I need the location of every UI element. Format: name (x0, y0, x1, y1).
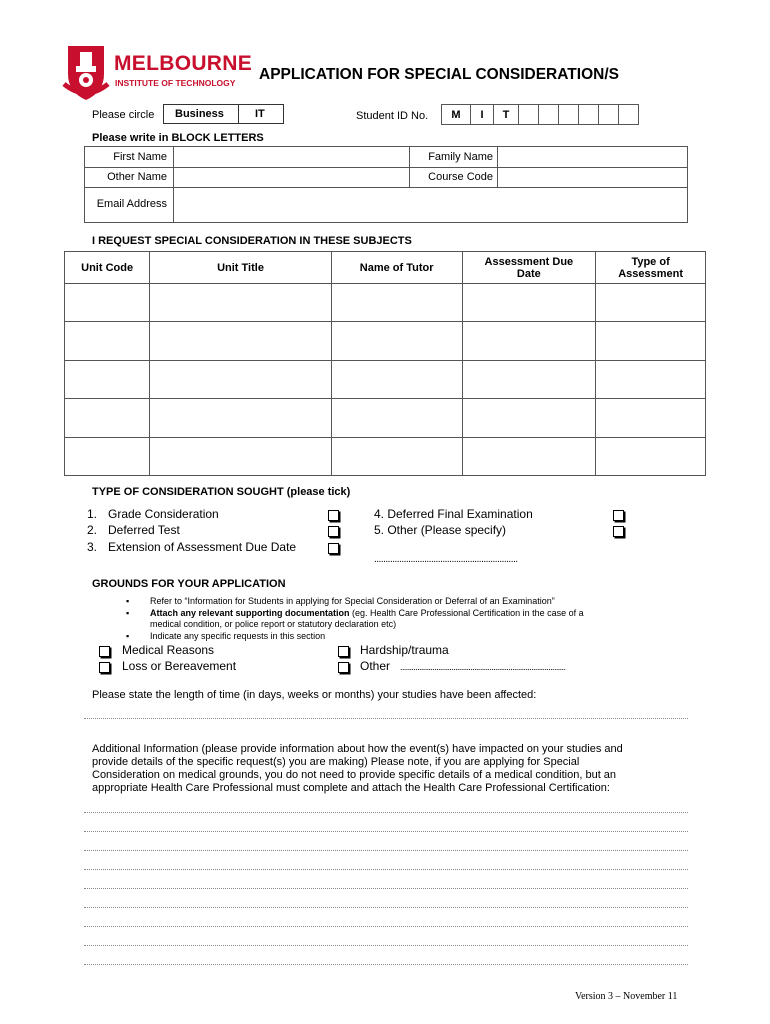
consideration-label: Grade Consideration (108, 507, 219, 521)
col-unit-title: Unit Title (150, 252, 332, 284)
other-name-label: Other Name (107, 171, 167, 183)
answer-line[interactable] (84, 945, 688, 946)
student-id-box[interactable] (519, 105, 539, 125)
email-field[interactable] (174, 188, 687, 222)
bullet-text: Refer to “Information for Students in applying for Special Consideration or Deferral of an Examination” (150, 596, 555, 606)
table-row[interactable] (65, 438, 706, 476)
consideration-label: Deferred Test (108, 523, 180, 537)
checkbox-hardship[interactable] (338, 646, 349, 657)
grounds-option: Medical Reasons (122, 643, 215, 657)
col-due-date: Assessment Due Date (462, 252, 596, 284)
grounds-option: Loss or Bereavement (122, 659, 237, 673)
other-grounds-line[interactable]: ....................................................................................... (400, 662, 566, 672)
student-id-label: Student ID No. (356, 110, 429, 122)
personal-details (84, 146, 688, 223)
checkbox-medical[interactable] (99, 646, 110, 657)
first-name-label: First Name (113, 151, 167, 163)
bullet-text: medical condition, or police report or statutory declaration etc) (150, 619, 397, 629)
subjects-heading: I REQUEST SPECIAL CONSIDERATION IN THESE SUBJECTS (92, 235, 412, 247)
checkbox-other[interactable] (613, 526, 624, 537)
consideration-num: 2. (87, 523, 98, 537)
student-id-box[interactable] (539, 105, 559, 125)
col-type: Type of Assessment (596, 252, 706, 284)
block-letters-note: Please write in BLOCK LETTERS (92, 132, 264, 144)
bullet-icon: ▪ (126, 607, 130, 618)
other-specify-line[interactable]: ............................................................... (374, 554, 518, 565)
first-name-field[interactable] (174, 147, 409, 167)
grounds-bullets (126, 596, 666, 642)
shield-icon (62, 44, 110, 102)
student-id-box[interactable] (599, 105, 619, 125)
version-footer: Version 3 – November 11 (575, 991, 678, 1002)
family-name-field[interactable] (498, 147, 687, 167)
student-id-box[interactable] (619, 105, 639, 125)
grounds-option: Other (360, 659, 391, 673)
checkbox-extension[interactable] (328, 543, 339, 554)
table-row[interactable] (65, 361, 706, 399)
bullet-text-bold: Attach any relevant supporting documentation (150, 607, 350, 618)
answer-line[interactable] (84, 926, 688, 927)
logo-subtitle: INSTITUTE OF TECHNOLOGY (115, 78, 236, 88)
email-label: Email Address (96, 198, 167, 210)
student-id-box[interactable] (559, 105, 579, 125)
additional-line: Additional Information (please provide information about how the event(s) have impacted on your studies and (92, 743, 623, 755)
course-code-field[interactable] (498, 168, 687, 187)
checkbox-deferred-exam[interactable] (613, 510, 624, 521)
answer-line[interactable] (84, 812, 688, 813)
answer-line[interactable] (84, 850, 688, 851)
page-title: APPLICATION FOR SPECIAL CONSIDERATION/S (259, 66, 619, 83)
grounds-heading: GROUNDS FOR YOUR APPLICATION (92, 578, 286, 590)
additional-line: appropriate Health Care Professional must complete and attach the Health Care Professional Certification: (92, 782, 610, 794)
bullet-text: Indicate any specific requests in this section (150, 630, 326, 641)
answer-line[interactable] (84, 907, 688, 908)
answer-line[interactable] (84, 869, 688, 870)
length-answer-line[interactable] (84, 718, 688, 719)
grounds-option: Hardship/trauma (360, 643, 449, 657)
circle-label: Please circle (92, 109, 155, 121)
subjects-header-row (65, 252, 706, 284)
bullet-icon: ▪ (126, 630, 130, 641)
col-tutor: Name of Tutor (331, 252, 462, 284)
option-business[interactable] (163, 104, 239, 124)
table-row[interactable] (65, 322, 706, 361)
other-name-field[interactable] (174, 168, 409, 187)
col-unit-code: Unit Code (65, 252, 150, 284)
student-id-box[interactable] (579, 105, 599, 125)
consideration-num: 1. (87, 507, 98, 521)
consideration-heading: TYPE OF CONSIDERATION SOUGHT (please tick) (92, 486, 351, 498)
student-id-box: I (471, 105, 494, 125)
student-id-boxes[interactable] (441, 104, 639, 125)
table-row[interactable] (65, 284, 706, 322)
option-it-label: IT (255, 108, 265, 120)
option-business-label: Business (175, 108, 224, 120)
additional-line: Consideration on medical grounds, you do not need to provide specific details of a medical condition, but an (92, 769, 617, 781)
checkbox-other-grounds[interactable] (338, 662, 349, 673)
student-id-box: T (494, 105, 519, 125)
consideration-label: 4. Deferred Final Examination (374, 507, 533, 521)
logo-name: MELBOURNE (114, 52, 253, 75)
consideration-num: 3. (87, 540, 98, 554)
checkbox-loss[interactable] (99, 662, 110, 673)
additional-line: provide details of the specific request(s) you are making) Please note, if you are applying for Special (92, 756, 580, 768)
checkbox-grade-consideration[interactable] (328, 510, 339, 521)
additional-info-text (92, 743, 672, 795)
subjects-table (64, 251, 706, 476)
option-it[interactable] (238, 104, 284, 124)
table-row[interactable] (65, 399, 706, 438)
answer-line[interactable] (84, 964, 688, 965)
bullet-text: (eg. Health Care Professional Certification in the case of a (349, 607, 584, 618)
consideration-label: Extension of Assessment Due Date (108, 540, 297, 554)
answer-line[interactable] (84, 831, 688, 832)
checkbox-deferred-test[interactable] (328, 526, 339, 537)
student-id-box: M (442, 105, 471, 125)
length-question: Please state the length of time (in days, weeks or months) your studies have been affected: (92, 689, 537, 701)
answer-line[interactable] (84, 888, 688, 889)
consideration-label: 5. Other (Please specify) (374, 523, 507, 537)
family-name-label: Family Name (428, 151, 493, 163)
logo (62, 44, 253, 106)
course-code-label: Course Code (428, 171, 493, 183)
bullet-icon: ▪ (126, 596, 130, 606)
